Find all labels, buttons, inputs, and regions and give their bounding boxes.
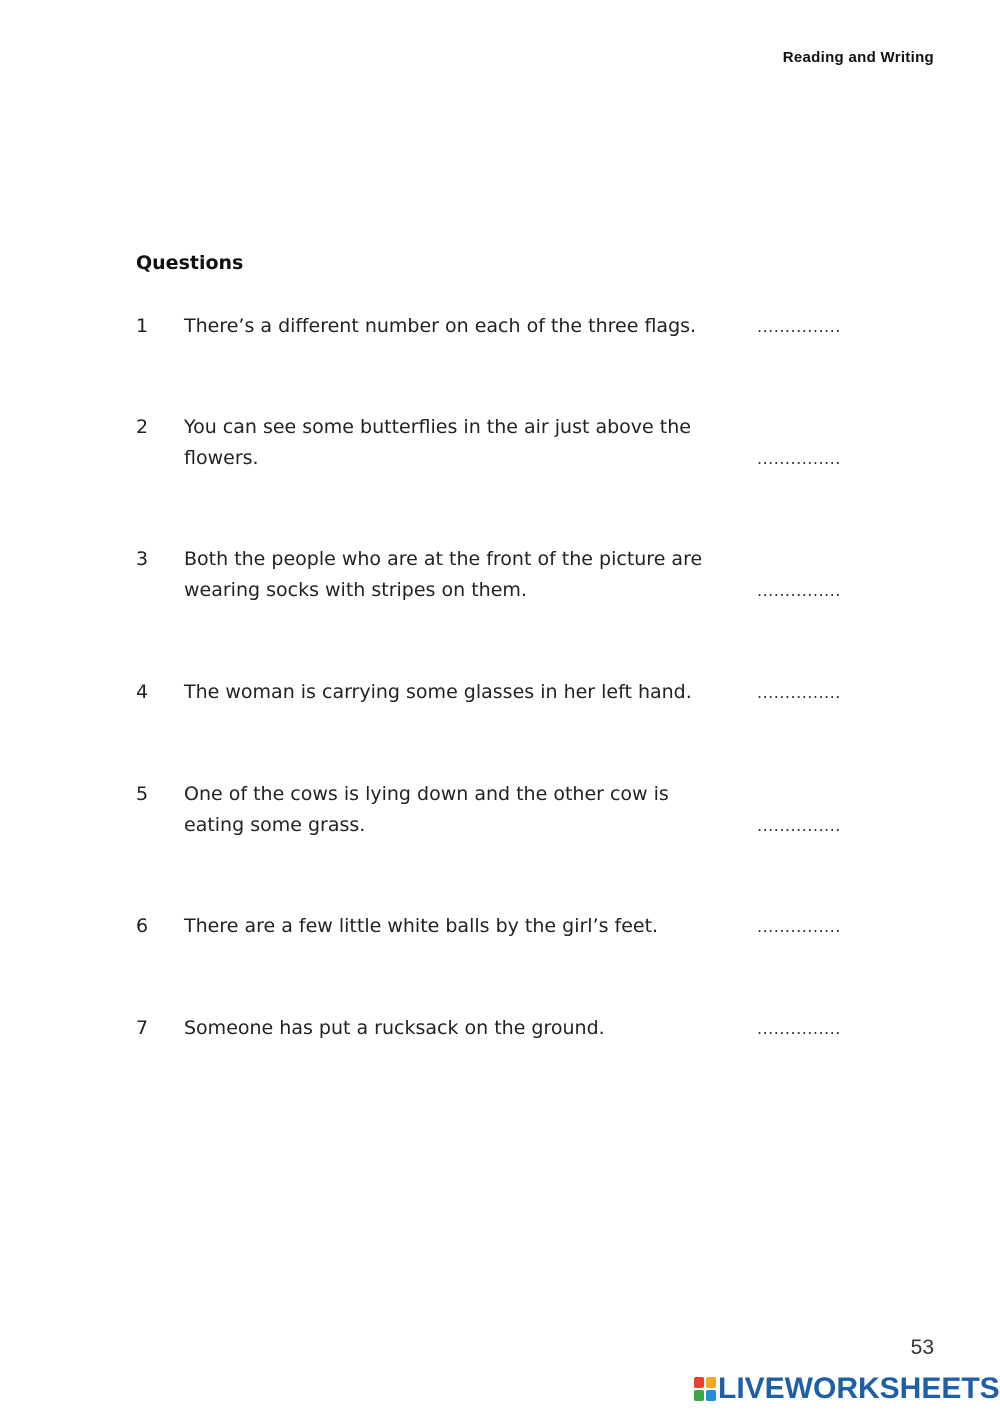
page-header-section-label: Reading and Writing [782,49,934,66]
question-text: Both the people who are at the front of the picture are wearing socks with stripes on them. [184,548,703,601]
question-number: 7 [136,1017,149,1039]
question-number: 2 [136,416,149,438]
question-text: There are a few little white balls by the girl’s feet. [184,915,659,937]
question-number: 5 [136,783,149,805]
logo-square [694,1377,704,1388]
question-number: 1 [136,315,149,337]
question-text: Someone has put a rucksack on the ground. [184,1017,605,1039]
question-text: There’s a different number on each of the three flags. [184,315,697,337]
questions-title: Questions [136,252,244,274]
liveworksheets-logo-icon [694,1377,716,1401]
liveworksheets-brand[interactable] [694,1372,1000,1406]
answer-field[interactable]: ............... [757,1019,841,1038]
answer-field[interactable]: ............... [757,317,841,336]
question-number: 4 [136,681,149,703]
brand-text: LIVEWORKSHEETS [718,1372,1000,1405]
answer-field[interactable]: ............... [757,816,841,835]
logo-square [694,1390,704,1401]
page-number: 53 [910,1336,934,1359]
question-text: The woman is carrying some glasses in her left hand. [184,681,692,703]
answer-field[interactable]: ............... [757,449,841,468]
logo-square [706,1377,716,1388]
answer-field[interactable]: ............... [757,683,841,702]
question-number: 6 [136,915,149,937]
question-text: You can see some butterflies in the air just above the flowers. [184,416,691,469]
question-text: One of the cows is lying down and the other cow is eating some grass. [184,783,669,836]
answer-field[interactable]: ............... [757,917,841,936]
question-number: 3 [136,548,149,570]
answer-field[interactable]: ............... [757,581,841,600]
logo-square [706,1390,716,1401]
